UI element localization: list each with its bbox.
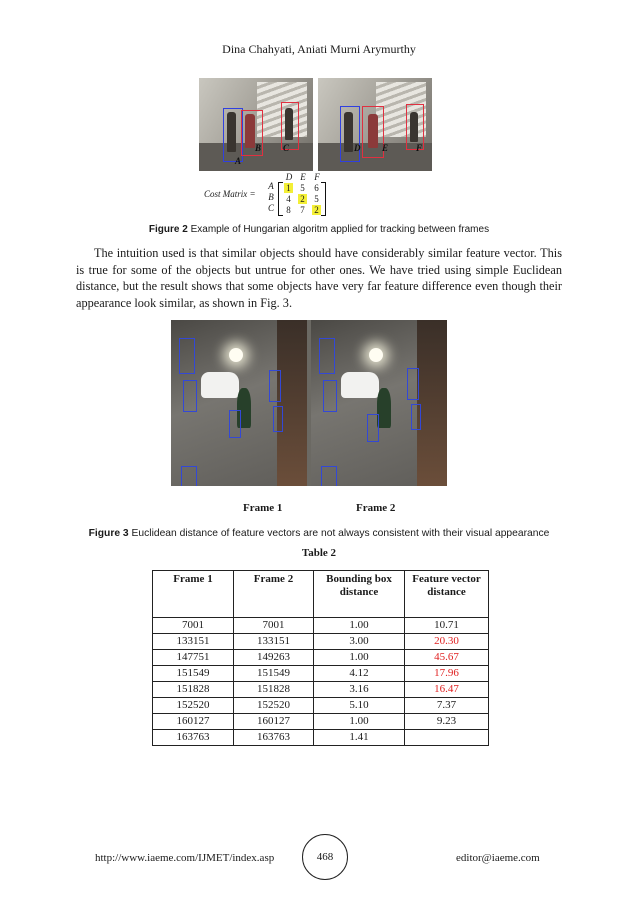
frame-2-label: Frame 2 bbox=[356, 502, 396, 514]
frame-left-photo bbox=[199, 78, 313, 171]
object-label: B bbox=[255, 143, 262, 153]
table-cell: 3.00 bbox=[314, 634, 405, 650]
table-row bbox=[153, 650, 489, 666]
table-cell: 4.12 bbox=[314, 666, 405, 682]
figure-2-image bbox=[199, 78, 437, 171]
table-cell: 1.00 bbox=[314, 714, 405, 730]
table-cell-highlighted: 45.67 bbox=[405, 650, 489, 666]
table-row bbox=[153, 666, 489, 682]
table-cell: 133151 bbox=[234, 634, 314, 650]
matrix-row-label: C bbox=[267, 203, 274, 213]
figure-3-caption: Figure 3 Euclidean distance of feature vectors are not always consistent with their visual appearance bbox=[88, 528, 550, 539]
editor-email-link[interactable]: editor@iaeme.com bbox=[456, 852, 540, 864]
table-row bbox=[153, 730, 489, 746]
table-cell: 152520 bbox=[153, 698, 234, 714]
table-cell bbox=[405, 730, 489, 746]
table-cell: 1.41 bbox=[314, 730, 405, 746]
table-cell: 7.37 bbox=[405, 698, 489, 714]
table-header-row bbox=[153, 571, 489, 618]
matrix-cell: 6 bbox=[314, 183, 319, 193]
table-header: Frame 2 bbox=[234, 571, 314, 618]
table-cell: 163763 bbox=[234, 730, 314, 746]
matrix-cell: 4 bbox=[286, 194, 291, 204]
matrix-row-label: A bbox=[268, 181, 274, 191]
table-cell: 1.00 bbox=[314, 650, 405, 666]
matrix-cell: 1 bbox=[284, 183, 293, 193]
table-caption: Table 2 bbox=[301, 547, 337, 559]
table-cell: 160127 bbox=[153, 714, 234, 730]
table-cell: 5.10 bbox=[314, 698, 405, 714]
matrix-cell: 2 bbox=[298, 194, 307, 204]
matrix-cell: 2 bbox=[312, 205, 321, 215]
table-cell: 1.00 bbox=[314, 618, 405, 634]
object-label: F bbox=[416, 143, 423, 153]
journal-url-link[interactable]: http://www.iaeme.com/IJMET/index.asp bbox=[95, 852, 275, 864]
figure-2-caption: Figure 2 Example of Hungarian algoritm applied for tracking between frames bbox=[148, 224, 490, 235]
table-cell-highlighted: 20.30 bbox=[405, 634, 489, 650]
table-header: Frame 1 bbox=[153, 571, 234, 618]
results-table bbox=[152, 570, 489, 746]
matrix-cell: 7 bbox=[300, 205, 305, 215]
body-paragraph: The intuition used is that similar objects should have considerably similar feature vector. This is true for some of the objects but untrue for other ones. We have tried using simple Euclidean distance, but the result shows that some objects have very far feature difference even though their appearance look similar, as shown in Fig. 3. bbox=[76, 246, 562, 310]
table-row bbox=[153, 682, 489, 698]
table-row bbox=[153, 618, 489, 634]
running-header: Dina Chahyati, Aniati Murni Arymurthy bbox=[222, 42, 416, 56]
table-cell-highlighted: 17.96 bbox=[405, 666, 489, 682]
table-header: Bounding box distance bbox=[314, 571, 405, 618]
page-number: 468 bbox=[302, 834, 348, 880]
table-cell: 163763 bbox=[153, 730, 234, 746]
table-cell: 3.16 bbox=[314, 682, 405, 698]
figure-3-image bbox=[171, 320, 447, 486]
frame-1-label: Frame 1 bbox=[243, 502, 283, 514]
matrix-cell: 5 bbox=[300, 183, 305, 193]
matrix-row-label: B bbox=[268, 192, 274, 202]
table-cell: 9.23 bbox=[405, 714, 489, 730]
table-cell: 151828 bbox=[153, 682, 234, 698]
table-row bbox=[153, 634, 489, 650]
table-cell: 10.71 bbox=[405, 618, 489, 634]
cost-matrix-label: Cost Matrix = bbox=[204, 189, 256, 199]
table-cell-highlighted: 16.47 bbox=[405, 682, 489, 698]
table-cell: 7001 bbox=[153, 618, 234, 634]
table-cell: 133151 bbox=[153, 634, 234, 650]
matrix-col-label: D bbox=[285, 172, 293, 182]
matrix-cell: 5 bbox=[314, 194, 319, 204]
street-frame-2-photo bbox=[311, 320, 447, 486]
table-cell: 160127 bbox=[234, 714, 314, 730]
table-cell: 152520 bbox=[234, 698, 314, 714]
table-row bbox=[153, 698, 489, 714]
table-cell: 151549 bbox=[153, 666, 234, 682]
table-cell: 151828 bbox=[234, 682, 314, 698]
frame-right-photo bbox=[318, 78, 432, 171]
cost-matrix bbox=[204, 172, 344, 216]
matrix-cell: 8 bbox=[286, 205, 291, 215]
table-cell: 7001 bbox=[234, 618, 314, 634]
table-cell: 147751 bbox=[153, 650, 234, 666]
table-row bbox=[153, 714, 489, 730]
table-header: Feature vector distance bbox=[405, 571, 489, 618]
matrix-col-label: E bbox=[300, 172, 306, 182]
table-cell: 151549 bbox=[234, 666, 314, 682]
matrix-col-label: F bbox=[314, 172, 320, 182]
object-label: C bbox=[283, 143, 290, 153]
object-label: A bbox=[235, 156, 242, 166]
street-frame-1-photo bbox=[171, 320, 307, 486]
object-label: E bbox=[382, 143, 389, 153]
object-label: D bbox=[354, 143, 361, 153]
table-cell: 149263 bbox=[234, 650, 314, 666]
